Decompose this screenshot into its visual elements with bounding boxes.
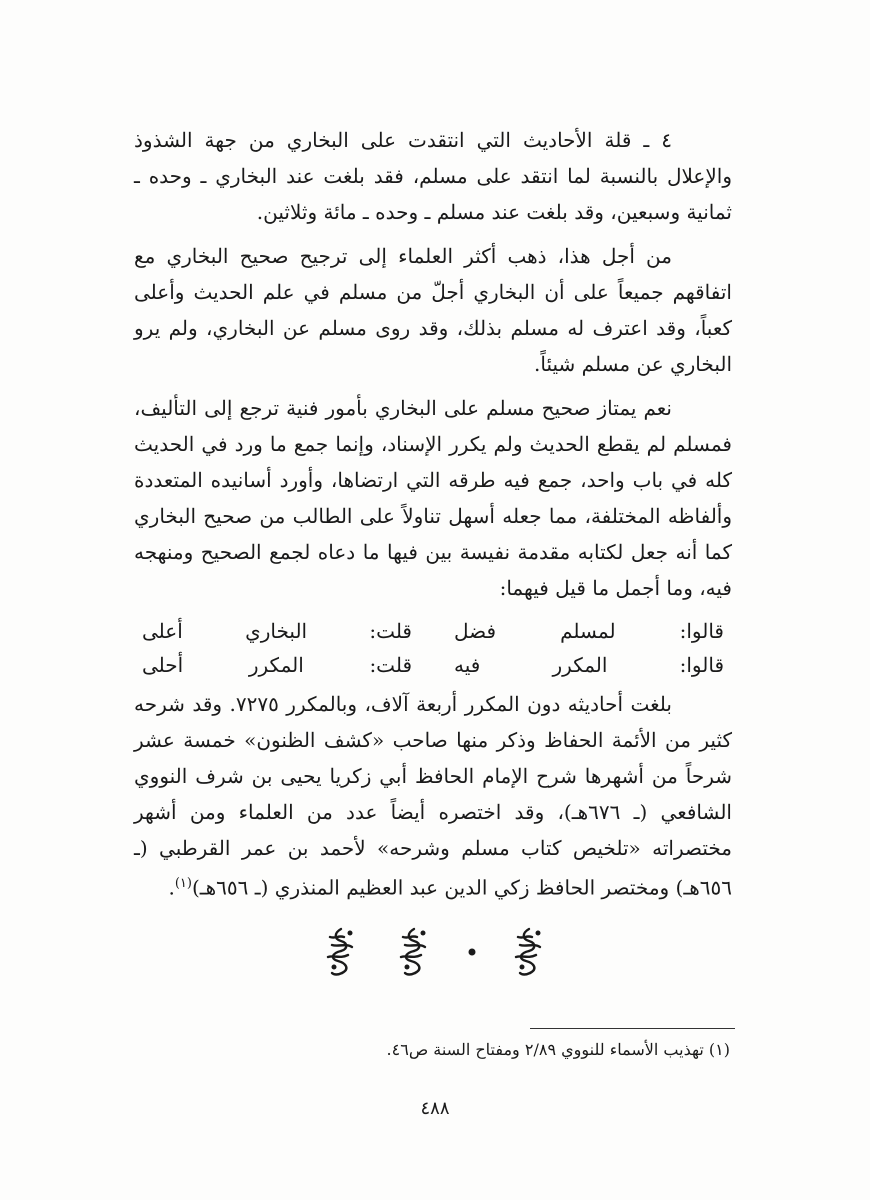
poem-verse-2 [142,648,724,682]
closing-text: بلغت أحاديثه دون المكرر أربعة آلاف، وبالمكرر ٧٢٧٥. وقد شرحه كثير من الأئمة الحفاظ وذكر منها صاحب «كشف الظنون» خمسة عشر شرحاً من أشهرها شرح الإمام الحافظ أبي زكريا يحيى بن شرف النووي الشافعي (ـ ٦٧٦هـ)، وقد اختصره أيضاً عدد من العلماء ومن أشهر مختصراته «تلخيص كتاب مسلم وشرحه» لأحمد بن عمر القرطبي (ـ ٦٥٦هـ) ومختصر الحافظ زكي الدين عبد العظيم المنذري (ـ ٦٥٦هـ) [134,692,732,900]
poem-hemistich-left: قلت: المكرر أحلى [142,653,412,677]
floral-ornament-icon [320,925,362,979]
floral-ornament-icon [508,925,550,979]
page-number: ٤٨٨ [420,1098,450,1119]
poem-hemistich-right: قالوا: لمسلم فضل [454,619,724,643]
paragraph-preference: من أجل هذا، ذهب أكثر العلماء إلى ترجيح صحيح البخاري مع اتفاقهم جميعاً على أن البخاري أجلّ من مسلم في علم الحديث وأعلى كعباً، وقد اعترف له مسلم بذلك، وقد روى مسلم عن البخاري، ولم يرو البخاري عن مسلم شيئاً. [134,244,732,376]
paragraph-point-4: ٤ ـ قلة الأحاديث التي انتقدت على البخاري من جهة الشذوذ والإعلال بالنسبة لما انتقد على مسلم، فقد بلغت عند البخاري ـ وحده ـ ثمانية وسبعين، وقد بلغت عند مسلم ـ وحده ـ مائة وثلاثين. [134,128,732,224]
paragraph-muslim-merits: نعم يمتاز صحيح مسلم على البخاري بأمور فنية ترجع إلى التأليف، فمسلم لم يقطع الحديث ولم يكرر الإسناد، وإنما جمع ما ورد في الحديث كله في باب واحد، جمع فيه طرقه التي ارتضاها، وأورد أسانيده المتعددة وألفاظه المختلفة، مما جعله أسهل تناولاً على الطالب من صحيح البخاري كما أنه جعل لكتابه مقدمة نفيسة بين فيها ما دعاه لجمع الصحيح ومنهجه فيه، وما أجمل ما قيل فيهما: [134,396,732,600]
poem-hemistich-right: قالوا: المكرر فيه [454,653,724,677]
dot-ornament-icon [467,947,477,957]
poem [134,614,732,682]
poem-hemistich-left: قلت: البخاري أعلى [142,619,412,643]
poem-verse-1 [142,614,724,648]
main-text [134,122,732,914]
footnote-separator [530,1028,735,1029]
footnote-reference: (١) [174,876,192,891]
paragraph-commentaries [134,686,732,906]
closing-period: . [168,875,175,900]
floral-ornament-icon [393,925,435,979]
section-ornament [320,922,550,982]
footnote: (١) تهذيب الأسماء للنووي ٢/٨٩ ومفتاح السنة ص٤٦. [386,1040,730,1059]
